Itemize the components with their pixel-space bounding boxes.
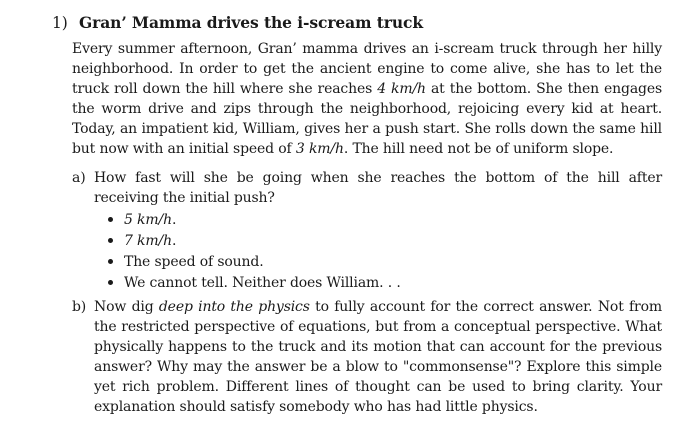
option-suffix: .: [171, 212, 177, 228]
part-b-text-1: Now dig: [94, 299, 159, 315]
part-b-emphasis: deep into the physics: [158, 299, 310, 315]
intro-text-2: at the bottom. She then engages the worm drive and zips through the neighborhood, rejoicing every kid at heart. Today, an impatient kid, William, gives her a push start. She rolls down the same hill but now with an initial speed of: [72, 81, 662, 157]
part-a-label: a): [72, 170, 86, 186]
bullet-icon: [108, 238, 113, 243]
option-suffix: .: [171, 233, 177, 249]
part-b: [72, 297, 662, 417]
option-item: [108, 252, 662, 272]
problem-number: 1): [52, 14, 68, 32]
part-a-options: [94, 210, 662, 293]
intro-text-3: . The hill need not be of uniform slope.: [343, 141, 614, 157]
intro-initial-speed: 3 km/h: [295, 141, 344, 157]
intro-text-1: Every summer afternoon, Gran’ mamma drives an i-scream truck through her hilly neighborhood. In order to get the ancient engine to come alive, she has to let the truck roll down the hill where she reaches: [72, 41, 662, 97]
option-value: 7 km/h: [124, 233, 172, 249]
option-value: 5 km/h: [124, 212, 172, 228]
intro-speed-bottom: 4 km/h: [377, 81, 426, 97]
bullet-icon: [108, 217, 113, 222]
option-item: [108, 273, 662, 293]
problem-block: [52, 12, 662, 417]
part-a-question: How fast will she be going when she reaches the bottom of the hill after receiving the initial push?: [94, 170, 662, 206]
part-b-label: b): [72, 299, 87, 315]
bullet-icon: [108, 280, 113, 285]
option-value: The speed of sound.: [124, 254, 264, 270]
part-a: [72, 168, 662, 293]
option-value: We cannot tell. Neither does William. . .: [124, 275, 401, 291]
problem-title-row: [52, 12, 662, 34]
problem-title: Gran’ Mamma drives the i-scream truck: [79, 13, 423, 32]
bullet-icon: [108, 259, 113, 264]
parts-list: [72, 168, 662, 417]
option-item: [108, 231, 662, 251]
part-b-text-2: to fully account for the correct answer. Not from the restricted perspective of equations, but from a conceptual perspective. What physically happens to the truck and its motion that can account for the previous answer? Why may the answer be a blow to "commonsense"? Explore this simple yet rich problem. Different lines of thought can be used to bring clarity. Your explanation should satisfy somebody who has had little physics.: [94, 299, 663, 415]
option-item: [108, 210, 662, 230]
problem-intro: [72, 39, 662, 159]
